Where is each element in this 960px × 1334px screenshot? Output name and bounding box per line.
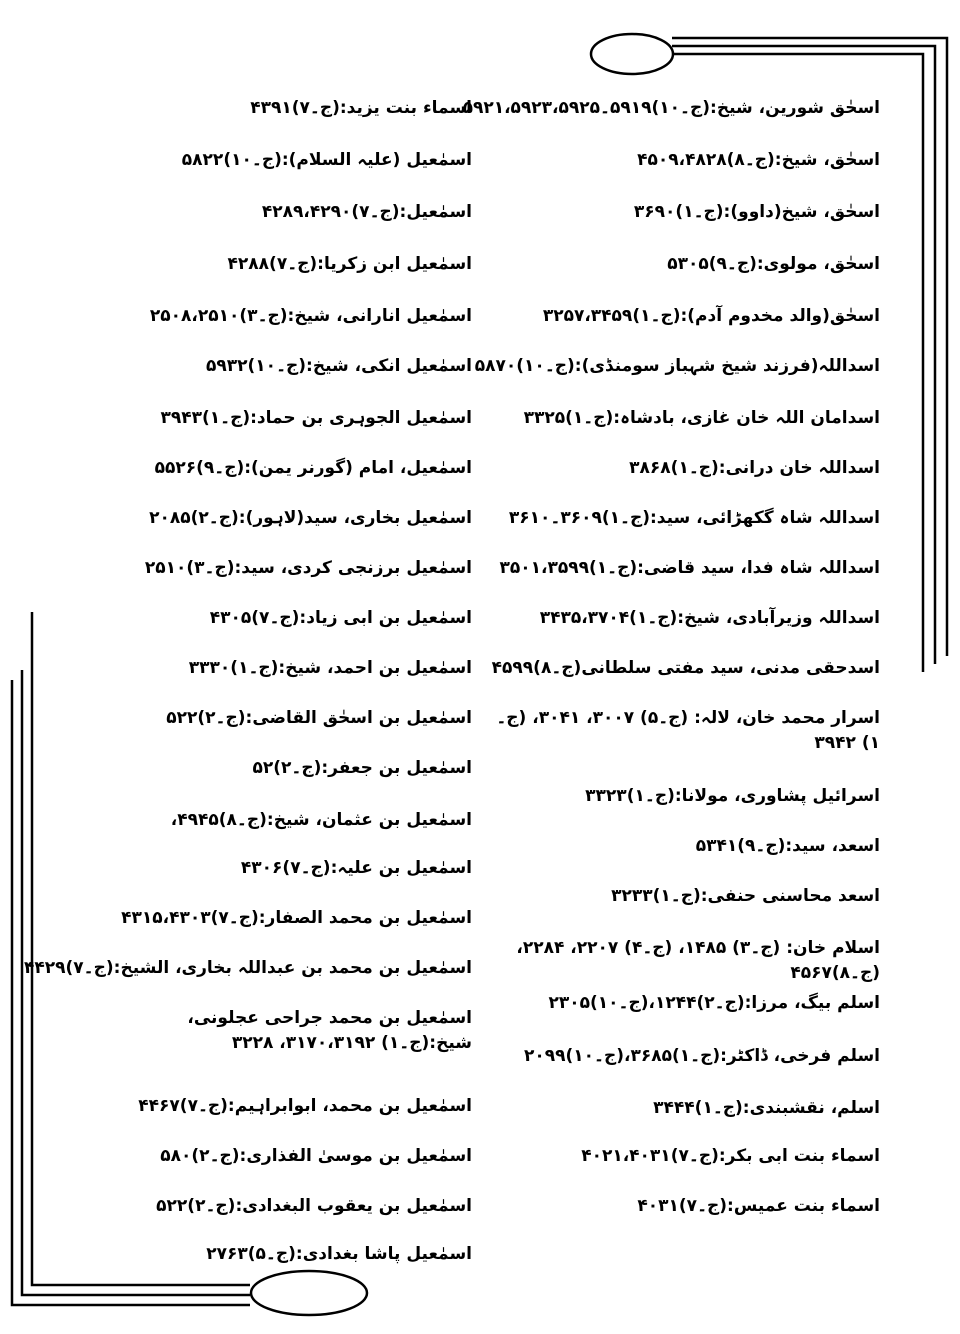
index-entry: اسمٰعیل بن اسحٰق القاضی:(ج۔۲)۵۲۲ [166, 708, 472, 728]
index-entry: اسلم فرخی، ڈاکٹر:(ج۔۱)۳۶۸۵،(ج۔۱۰)۲۰۹۹ [523, 1046, 880, 1066]
index-entry: اسمٰعیل بن جعفر:(ج۔۲)۵۲ [252, 758, 472, 778]
index-entry: اسدامان اللہ خان غازی، بادشاہ:(ج۔۱)۳۳۲۵ [523, 408, 880, 428]
index-entry: اسحٰق(والد مخدوم آدم):(ج۔۱)۳۲۵۷،۳۴۵۹ [542, 306, 880, 326]
index-entry: اسداللہ وزیرآبادی، شیخ:(ج۔۱)۳۴۳۵،۳۷۰۴ [539, 608, 880, 628]
index-entry: اسمٰعیل برزنجی کردی، سید:(ج۔۳)۲۵۱۰ [144, 558, 472, 578]
index-entry: اسرائیل پشاوری، مولانا:(ج۔۱)۳۳۲۳ [585, 786, 880, 806]
index-entry: اسداللہ خان درانی:(ج۔۱)۳۸۶۸ [629, 458, 880, 478]
index-entry: اسمٰعیل (علیہ السلام):(ج۔۱۰)۵۸۲۲ [181, 150, 472, 170]
index-entry: اسلام خان: (ج۔۳) ۱۴۸۵، (ج۔۴) ۲۲۰۷، ۲۲۸۴، (ج۔۸)۴۵۶۷ [516, 938, 880, 983]
index-entry: اسماء بنت عمیس:(ج۔۷)۴۰۳۱ [637, 1196, 880, 1216]
index-entry: اسحٰق، مولوی:(ج۔۹)۵۳۰۵ [667, 254, 880, 274]
index-entry: اسمٰعیل بن ابی زیاد:(ج۔۷)۴۳۰۵ [209, 608, 472, 628]
index-entry: اسداللہ(فرزند شیخ شہباز سومنڈی):(ج۔۱۰)۵۸۷۰ [474, 356, 880, 376]
index-entry: اسمٰعیل انارانی، شیخ:(ج۔۳)۲۵۰۸،۲۵۱۰ [149, 306, 472, 326]
index-entry: اسحٰق، شیخ:(ج۔۸)۴۵۰۹،۴۸۲۸ [637, 150, 880, 170]
index-entry: اسعد محاسنی حنفی:(ج۔۱)۳۲۳۳ [611, 886, 880, 906]
index-entry: اسمٰعیل بن علیہ:(ج۔۷)۴۳۰۶ [240, 858, 472, 878]
index-entry: اسماء بنت ابی بکر:(ج۔۷)۴۰۲۱،۴۰۳۱ [581, 1146, 880, 1166]
bottom-ornament-oval [251, 1271, 367, 1315]
index-entry: اسمٰعیل:(ج۔۷)۴۲۸۹،۴۲۹۰ [261, 202, 472, 222]
index-entry: اسمٰعیل بن عثمان، شیخ:(ج۔۸)۴۹۴۵، [170, 810, 472, 830]
index-entry: اسدحقی مدنی، سید مفتی سلطانی(ج۔۸)۴۵۹۹ [491, 658, 880, 678]
index-entry: اسحٰق، شیخ(داوو):(ج۔۱)۳۶۹۰ [633, 202, 880, 222]
index-entry: اسمٰعیل پاشا بغدادی:(ج۔۵)۲۷۶۳ [206, 1244, 472, 1264]
index-entry: اسمٰعیل بن محمد الصفار:(ج۔۷)۴۳۱۵،۴۳۰۳ [121, 908, 472, 928]
index-entry: اسمٰعیل بن موسیٰ الفذاری:(ج۔۲)۵۸۰ [160, 1146, 472, 1166]
index-entry: اسمٰعیل الجوہری بن حماد:(ج۔۱)۳۹۴۳ [160, 408, 472, 428]
index-entry: اسمٰعیل بن محمد، ابوابراہیم:(ج۔۷)۴۴۶۷ [138, 1096, 472, 1116]
index-entry: اسلم، نقشبندی:(ج۔۱)۳۴۴۴ [653, 1098, 880, 1118]
index-entry: اسعد، سید:(ج۔۹)۵۳۴۱ [695, 836, 880, 856]
index-entry: اسماء بنت یزید:(ج۔۷)۴۳۹۱ [250, 98, 472, 118]
index-entry: اسمٰعیل بن محمد جراحی عجلونی، شیخ:(ج۔۱) ۳۱۷۰،۳۱۹۲، ۳۲۲۸ [187, 1008, 472, 1053]
index-entry: اسداللہ شاہ گکھڑائی، سید:(ج۔۱)۳۶۰۹۔۳۶۱۰ [508, 508, 880, 528]
index-entry: اسمٰعیل بن احمد، شیخ:(ج۔۱)۳۳۳۰ [188, 658, 472, 678]
index-entry: اسرار محمد خان، لالہ: (ج۔۵) ۳۰۰۷، ۳۰۴۱، (ج۔۱) ۳۹۴۲ [496, 708, 880, 753]
index-entry: اسمٰعیل، امام (گورنر یمن):(ج۔۹)۵۵۲۶ [154, 458, 472, 478]
top-ornament-oval [591, 34, 673, 74]
index-entry: اسمٰعیل انکی، شیخ:(ج۔۱۰)۵۹۳۲ [206, 356, 472, 376]
index-entry: اسداللہ شاہ فدا، سید قاضی:(ج۔۱)۳۵۰۱،۳۵۹۹ [499, 558, 880, 578]
index-entry: اسمٰعیل بن محمد بن عبداللہ بخاری، الشیخ:(ج۔۷)۴۴۲۹ [23, 958, 472, 978]
index-entry: اسمٰعیل ابن زکریا:(ج۔۷)۴۲۸۸ [227, 254, 472, 274]
index-entry: اسلم بیگ، مرزا:(ج۔۲)۱۲۴۴،(ج۔۱۰)۲۳۰۵ [548, 993, 880, 1013]
index-entry: اسمٰعیل بن یعقوب البغدادی:(ج۔۲)۵۲۲ [156, 1196, 472, 1216]
index-entry: اسمٰعیل بخاری، سید(لاہور):(ج۔۲)۲۰۸۵ [149, 508, 472, 528]
index-entry: اسحٰق شورین، شیخ:(ج۔۱۰)۵۹۱۹۔۵۹۲۱،۵۹۲۳،۵۹۲۵ [462, 98, 880, 118]
